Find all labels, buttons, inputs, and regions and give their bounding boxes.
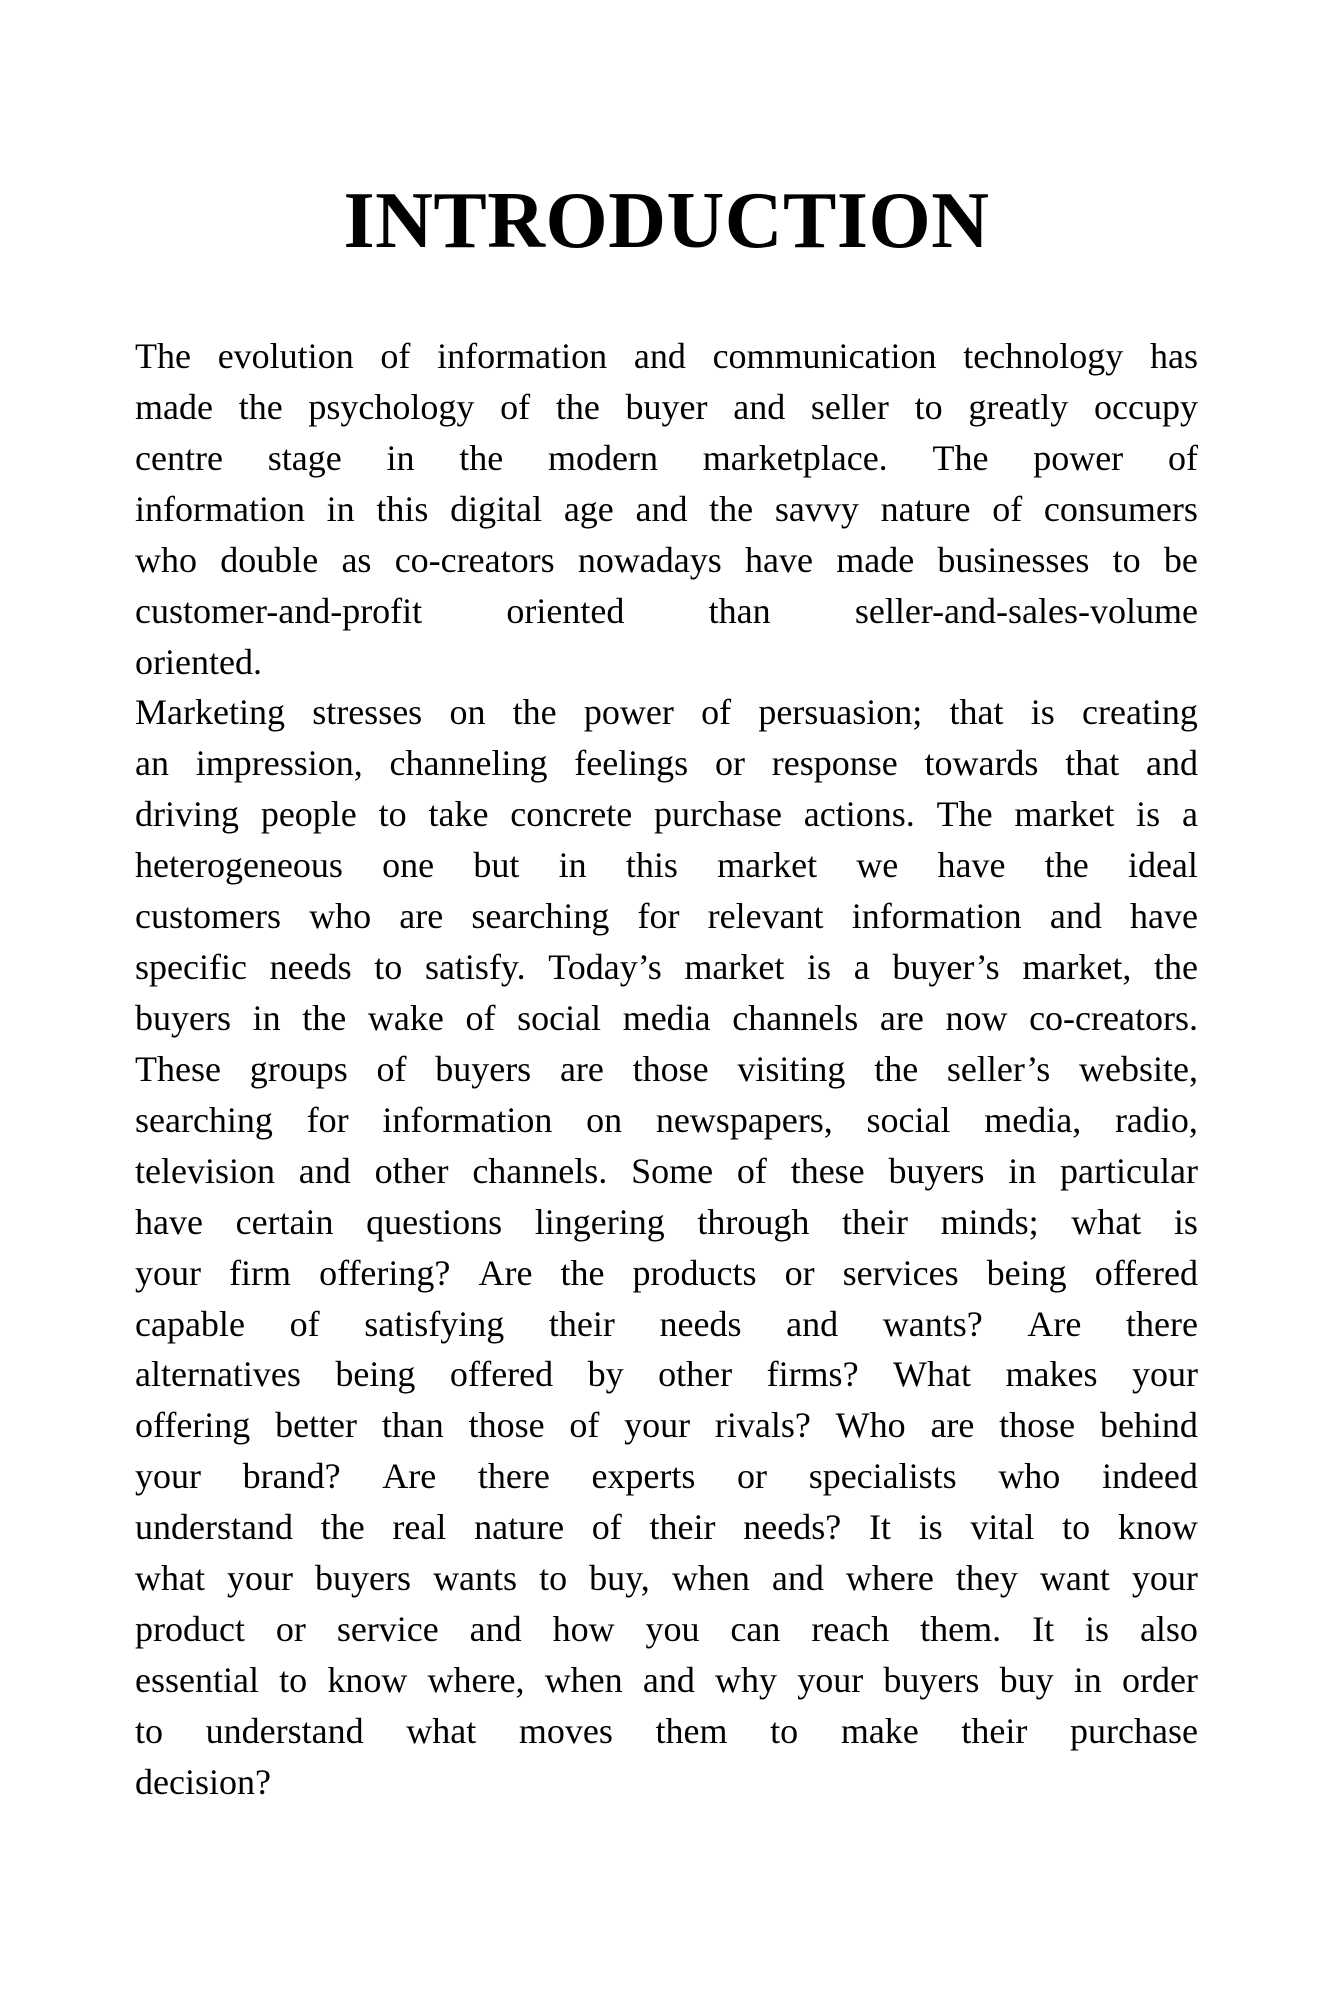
word: also (1139, 1609, 1198, 1650)
text-line (135, 1604, 1198, 1655)
word: television (135, 1150, 275, 1191)
word: information (382, 1099, 553, 1140)
text-line (135, 433, 1198, 484)
word: savvy (774, 488, 859, 529)
word: consumers (1043, 488, 1198, 529)
word: your (1131, 1558, 1198, 1599)
word: is (1173, 1201, 1198, 1242)
word: channeling (389, 743, 548, 784)
word: co-creators. (1029, 997, 1198, 1038)
word: occupy (1094, 386, 1198, 427)
word: of (736, 1150, 767, 1191)
word: a (1182, 794, 1198, 835)
word: services (842, 1252, 959, 1293)
text-line (135, 1197, 1198, 1248)
word: an (135, 743, 169, 784)
word: one (382, 845, 435, 886)
word: to (279, 1659, 308, 1700)
word: double (220, 539, 319, 580)
word: experts (591, 1456, 696, 1497)
word: have (135, 1201, 203, 1242)
word: relevant (707, 896, 824, 937)
word: through (697, 1201, 810, 1242)
word: in (558, 845, 587, 886)
word: people (260, 794, 357, 835)
word: better (275, 1405, 358, 1446)
word: understand (135, 1507, 293, 1548)
word: customer-and-profit (135, 590, 423, 631)
word: are (879, 997, 924, 1038)
word: market (684, 947, 785, 988)
word: of (289, 1303, 320, 1344)
word: are (399, 896, 444, 937)
text-line (135, 1553, 1198, 1604)
word: take (428, 794, 489, 835)
word: market, (1022, 947, 1132, 988)
word: buy, (589, 1558, 650, 1599)
word: of (701, 692, 732, 733)
word: and (771, 1558, 824, 1599)
word: know (327, 1659, 408, 1700)
word: or (737, 1456, 768, 1497)
word: of (465, 997, 496, 1038)
text-line (135, 1451, 1198, 1502)
word: where, (427, 1659, 525, 1700)
word: that (949, 692, 1004, 733)
word: being (335, 1354, 416, 1395)
word: is (807, 947, 832, 988)
word: centre (135, 437, 223, 478)
word: there (477, 1456, 550, 1497)
word: technology (963, 336, 1124, 376)
word: to (539, 1558, 568, 1599)
word: social (517, 997, 602, 1038)
word: the (320, 1507, 365, 1548)
text-line (135, 1146, 1198, 1197)
word: media, (984, 1099, 1082, 1140)
text-line (135, 637, 1198, 688)
word: other (658, 1354, 733, 1395)
word: buyers (435, 1048, 532, 1089)
text-line (135, 1655, 1198, 1706)
word: buyer (625, 386, 708, 427)
word: and (633, 336, 686, 376)
word: and (469, 1609, 522, 1650)
word: of (1167, 437, 1198, 478)
word: lingering (534, 1201, 665, 1242)
word: driving (135, 794, 239, 835)
word: that (1065, 743, 1120, 784)
word: questions (366, 1201, 503, 1242)
word: of (380, 336, 411, 376)
word: of (500, 386, 531, 427)
word: persuasion; (758, 692, 923, 733)
word: who (309, 896, 372, 937)
word: on (586, 1099, 623, 1140)
word: their (961, 1710, 1028, 1751)
word: makes (1005, 1354, 1098, 1395)
word: Are (1027, 1303, 1082, 1344)
word: stage (267, 437, 342, 478)
word: seller’s (946, 1048, 1051, 1089)
word: specific (135, 947, 247, 988)
word: newspapers, (655, 1099, 833, 1140)
word: media (622, 997, 711, 1038)
word: your (135, 1456, 201, 1497)
word: is (1085, 1609, 1110, 1650)
word: you (645, 1609, 700, 1650)
word: their (548, 1303, 615, 1344)
word: or (784, 1252, 815, 1293)
word: their (649, 1507, 716, 1548)
word: have (745, 539, 813, 580)
word: Today’s (548, 947, 662, 988)
word: decision? (135, 1761, 271, 1802)
word: want (1039, 1558, 1110, 1599)
word: the (874, 1048, 919, 1089)
word: buy (999, 1659, 1054, 1700)
word: to (374, 947, 403, 988)
word: by (587, 1354, 624, 1395)
word: in (326, 488, 355, 529)
word: Who (835, 1405, 906, 1446)
word: the (555, 386, 600, 427)
word: seller-and-sales-volume (854, 590, 1198, 631)
word: the (238, 386, 283, 427)
text-line (135, 993, 1198, 1044)
word: there (1126, 1303, 1198, 1344)
word: is (918, 1507, 943, 1548)
word: co-creators (394, 539, 555, 580)
word: channels (732, 997, 859, 1038)
word: to (1112, 539, 1141, 580)
word: information (851, 896, 1022, 937)
word: age (563, 488, 614, 529)
word: who (998, 1456, 1061, 1497)
word: brand? (242, 1456, 341, 1497)
word: offered (1094, 1252, 1198, 1293)
word: product (135, 1609, 245, 1650)
word: behind (1099, 1405, 1198, 1446)
word: particular (1060, 1150, 1198, 1191)
word: have (937, 845, 1006, 886)
word: this (625, 845, 678, 886)
word: actions. (803, 794, 915, 835)
word: in (386, 437, 415, 478)
word: the (709, 488, 754, 529)
word: to (770, 1710, 799, 1751)
word: searching (135, 1099, 273, 1140)
word: power (1033, 437, 1124, 478)
word: response (771, 743, 898, 784)
word: greatly (968, 386, 1069, 427)
word: information (135, 488, 305, 529)
word: satisfying (364, 1303, 505, 1344)
word: are (559, 1048, 604, 1089)
word: their (842, 1201, 909, 1242)
word: of (591, 1507, 622, 1548)
word: Marketing (135, 692, 285, 733)
word: moves (518, 1710, 613, 1751)
word: this (376, 488, 429, 529)
word: to (1062, 1507, 1091, 1548)
word: the (1044, 845, 1089, 886)
word: searching (471, 896, 610, 937)
word: order (1121, 1659, 1198, 1700)
word: marketplace. (702, 437, 888, 478)
word: firms? (766, 1354, 859, 1395)
word: when (671, 1558, 750, 1599)
text-line (135, 1095, 1198, 1146)
word: offering? (319, 1252, 451, 1293)
word: the (512, 692, 557, 733)
word: these (790, 1150, 865, 1191)
word: those (999, 1405, 1076, 1446)
text-line (135, 535, 1198, 586)
word: but (473, 845, 520, 886)
word: for (637, 896, 680, 937)
word: have (1129, 896, 1198, 937)
word: than (708, 590, 771, 631)
word: in (1008, 1150, 1037, 1191)
word: firm (229, 1252, 292, 1293)
word: real (392, 1507, 447, 1548)
word: the (302, 997, 347, 1038)
word: vital (970, 1507, 1035, 1548)
word: offering (135, 1405, 251, 1446)
word: we (856, 845, 899, 886)
text-line (135, 382, 1198, 433)
word: psychology (308, 386, 475, 427)
word: them. (920, 1609, 1002, 1650)
text-line (135, 1706, 1198, 1757)
text-line (135, 586, 1198, 637)
word: Some (631, 1150, 714, 1191)
word: who (135, 539, 197, 580)
text-line (135, 1502, 1198, 1553)
word: evolution (217, 336, 354, 376)
word: seller (810, 386, 889, 427)
word: The (135, 336, 191, 376)
body-text (135, 331, 1198, 1808)
word: make (840, 1710, 919, 1751)
text-line (135, 687, 1198, 738)
word: The (932, 437, 989, 478)
word: your (1131, 1354, 1198, 1395)
word: businesses (937, 539, 1090, 580)
word: products (632, 1252, 757, 1293)
word: what (406, 1710, 477, 1751)
word: how (552, 1609, 615, 1650)
word: and (642, 1659, 695, 1700)
word: the (1154, 947, 1198, 988)
word: It (1032, 1609, 1055, 1650)
word: other (374, 1150, 449, 1191)
word: What (893, 1354, 971, 1395)
word: why (715, 1659, 778, 1700)
word: channels. (472, 1150, 608, 1191)
word: know (1117, 1507, 1198, 1548)
text-line (135, 840, 1198, 891)
word: power (583, 692, 674, 733)
word: digital (450, 488, 543, 529)
word: than (381, 1405, 444, 1446)
word: those (468, 1405, 545, 1446)
word: in (252, 997, 281, 1038)
word: buyers (888, 1150, 985, 1191)
word: they (955, 1558, 1018, 1599)
word: towards (924, 743, 1039, 784)
word: communication (712, 336, 937, 376)
word: is (1136, 794, 1161, 835)
word: needs (659, 1303, 742, 1344)
word: concrete (510, 794, 633, 835)
word: made (135, 386, 213, 427)
word: your (135, 1252, 201, 1293)
word: The (936, 794, 993, 835)
word: capable (135, 1303, 245, 1344)
word: and (298, 1150, 351, 1191)
word: and (733, 386, 786, 427)
word: website, (1078, 1048, 1198, 1089)
word: is (1030, 692, 1055, 733)
word: satisfy. (424, 947, 526, 988)
word: visiting (737, 1048, 846, 1089)
text-line (135, 891, 1198, 942)
word: wake (367, 997, 444, 1038)
word: are (930, 1405, 975, 1446)
word: reach (811, 1609, 890, 1650)
text-line (135, 1044, 1198, 1095)
word: when (544, 1659, 623, 1700)
text-line (135, 942, 1198, 993)
word: your (797, 1659, 864, 1700)
word: what (1071, 1201, 1142, 1242)
word: social (866, 1099, 951, 1140)
word: information (437, 336, 608, 376)
word: heterogeneous (135, 845, 343, 886)
word: be (1163, 539, 1198, 580)
word: to (914, 386, 943, 427)
word: buyers (135, 997, 231, 1038)
word: purchase (654, 794, 782, 835)
word: and (786, 1303, 839, 1344)
word: the (459, 437, 504, 478)
word: nature (880, 488, 971, 529)
word: market (1014, 794, 1115, 835)
word: modern (548, 437, 658, 478)
word: alternatives (135, 1354, 301, 1395)
text-line (135, 331, 1198, 382)
word: them (655, 1710, 728, 1751)
page-title: INTRODUCTION (343, 177, 990, 265)
text-line (135, 1349, 1198, 1400)
word: understand (205, 1710, 364, 1751)
word: to (378, 794, 407, 835)
word: or (275, 1609, 306, 1650)
text-line (135, 1757, 1198, 1808)
word: specialists (808, 1456, 957, 1497)
word: needs (269, 947, 352, 988)
word: made (836, 539, 915, 580)
word: to (135, 1710, 164, 1751)
word: and (1145, 743, 1198, 784)
word: your (227, 1558, 294, 1599)
word: for (306, 1099, 349, 1140)
word: certain (235, 1201, 334, 1242)
word: service (336, 1609, 439, 1650)
word: rivals? (714, 1405, 811, 1446)
word: or (714, 743, 745, 784)
word: oriented (506, 590, 625, 631)
text-line (135, 1248, 1198, 1299)
word: a (853, 947, 870, 988)
word: nowadays (577, 539, 722, 580)
word: has (1149, 336, 1198, 376)
word: essential (135, 1659, 259, 1700)
word: feelings (574, 743, 689, 784)
word: and (1049, 896, 1102, 937)
word: Are (478, 1252, 533, 1293)
word: creating (1082, 692, 1198, 733)
word: buyers (315, 1558, 412, 1599)
word: Are (382, 1456, 437, 1497)
word: now (945, 997, 1008, 1038)
word: wants (433, 1558, 518, 1599)
text-line (135, 484, 1198, 535)
word: offered (449, 1354, 554, 1395)
word: and (635, 488, 688, 529)
word: your (624, 1405, 691, 1446)
text-line (135, 738, 1198, 789)
word: of (992, 488, 1023, 529)
word: indeed (1101, 1456, 1198, 1497)
word: impression, (195, 743, 363, 784)
word: what (135, 1558, 205, 1599)
word: stresses (312, 692, 423, 733)
word: market (717, 845, 818, 886)
word: of (569, 1405, 600, 1446)
word: of (376, 1048, 407, 1089)
word: as (341, 539, 372, 580)
word: those (632, 1048, 709, 1089)
word: can (730, 1609, 781, 1650)
text-line (135, 1400, 1198, 1451)
word: purchase (1070, 1710, 1198, 1751)
word: minds; (940, 1201, 1039, 1242)
word: on (449, 692, 486, 733)
word: These (135, 1048, 221, 1089)
text-line (135, 1299, 1198, 1350)
word: being (986, 1252, 1067, 1293)
word: oriented. (135, 641, 262, 682)
word: customers (135, 896, 281, 937)
word: where (845, 1558, 934, 1599)
word: It (868, 1507, 891, 1548)
word: buyers (883, 1659, 980, 1700)
word: groups (249, 1048, 348, 1089)
text-line (135, 789, 1198, 840)
word: nature (474, 1507, 565, 1548)
word: buyer’s (892, 947, 1000, 988)
word: the (560, 1252, 605, 1293)
word: in (1073, 1659, 1102, 1700)
word: radio, (1114, 1099, 1198, 1140)
word: ideal (1127, 845, 1198, 886)
word: wants? (882, 1303, 983, 1344)
word: needs? (743, 1507, 842, 1548)
